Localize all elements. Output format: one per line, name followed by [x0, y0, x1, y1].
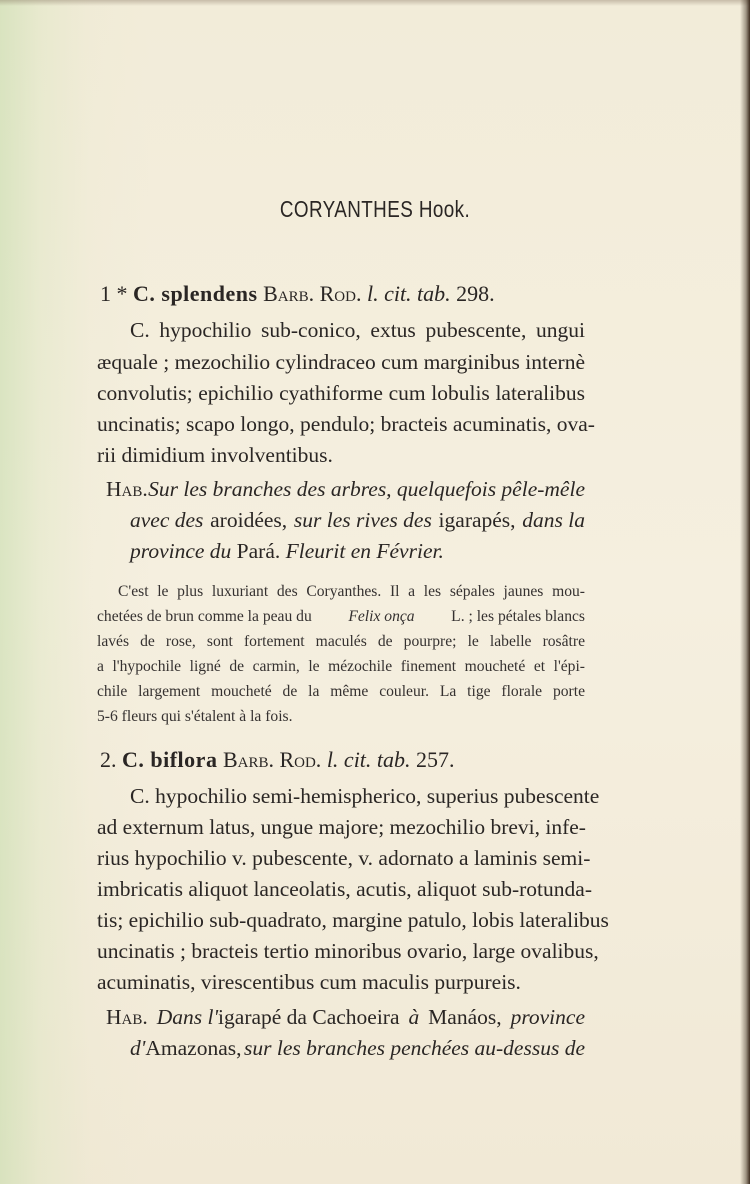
entry2-plate: 257.	[416, 747, 455, 772]
entry1-author: Barb. Rod.	[263, 281, 362, 306]
entry1-star: *	[116, 281, 128, 306]
entry2-desc-line: rius hypochilio v. pubescente, v. adornato a laminis semi-	[97, 846, 591, 870]
entry2-desc-line: tis; epichilio sub-quadrato, margine patulo, lobis lateralibus	[97, 908, 609, 932]
entry2-desc-line: C. hypochilio semi-hemispherico, superius pubescente	[130, 784, 600, 808]
entry1-desc-line: rii dimidium involventibus.	[97, 443, 333, 467]
entry1-habitat-line: avec des aroidées, sur les rives des igarapés, dans la	[130, 508, 585, 532]
entry1-note-line: 5-6 fleurs qui s'étalent à la fois.	[97, 708, 293, 725]
entry2-habitat-line: d'Amazonas, sur les branches penchées au-dessus de	[130, 1036, 585, 1060]
entry2-title	[100, 747, 455, 773]
entry1-note-line: lavés de rose, sont fortement maculés de pourpre; le labelle rosâtre	[97, 633, 585, 650]
page-right-edge	[740, 0, 750, 1184]
entry2-habitat-line: Hab. Dans l'igarapé da Cachoeira à Manáos, province	[106, 1005, 585, 1029]
habitat-label: Hab.	[106, 1005, 148, 1029]
entry1-habitat-line: Hab. Sur les branches des arbres, quelquefois pêle-mêle	[106, 477, 585, 501]
entry1-desc-line: convolutis; epichilio cyathiforme cum lobulis lateralibus	[97, 381, 585, 405]
entry1-ref: l. cit. tab.	[366, 281, 451, 306]
entry2-desc-line: ad externum latus, ungue majore; mezochilio brevi, infe-	[97, 815, 586, 839]
entry1-note-line: C'est le plus luxuriant des Coryanthes. Il a les sépales jaunes mou-	[118, 583, 585, 600]
entry2-desc-line: uncinatis ; bracteis tertio minoribus ovario, large ovalibus,	[97, 939, 599, 963]
entry1-note-line: a l'hypochile ligné de carmin, le mézochile finement moucheté et l'épi-	[97, 658, 585, 675]
entry2-desc-line: acuminatis, virescentibus cum maculis purpureis.	[97, 970, 521, 994]
entry1-desc-line: C. hypochilio sub-conico, extus pubescente, ungui	[130, 318, 585, 342]
entry1-note-line: chile largement moucheté de la même couleur. La tige florale porte	[97, 683, 585, 700]
entry1-note-line: chetées de brun comme la peau du Felix onça L. ; les pétales blancs	[97, 608, 585, 625]
entry2-desc-line: imbricatis aliquot lanceolatis, acutis, aliquot sub-rotunda-	[97, 877, 592, 901]
entry2-ref: l. cit. tab.	[326, 747, 411, 772]
entry1-habitat-line: province du Pará. Fleurit en Février.	[130, 539, 444, 563]
entry2-number: 2.	[100, 747, 117, 772]
entry2-author: Barb. Rod.	[222, 747, 322, 772]
entry1-desc-line: uncinatis; scapo longo, pendulo; bracteis acuminatis, ova-	[97, 412, 595, 436]
entry1-title	[100, 281, 495, 307]
habitat-label: Hab.	[106, 477, 148, 501]
entry1-number: 1	[100, 281, 111, 306]
entry2-species: C. biflora	[122, 747, 218, 772]
page-top-shadow	[0, 0, 750, 6]
entry1-species: C. splendens	[133, 281, 258, 306]
genus-heading: CORYANTHES Hook.	[279, 196, 471, 222]
entry1-desc-line: æquale ; mezochilio cylindraceo cum marginibus internè	[97, 350, 585, 374]
entry1-plate: 298.	[456, 281, 495, 306]
